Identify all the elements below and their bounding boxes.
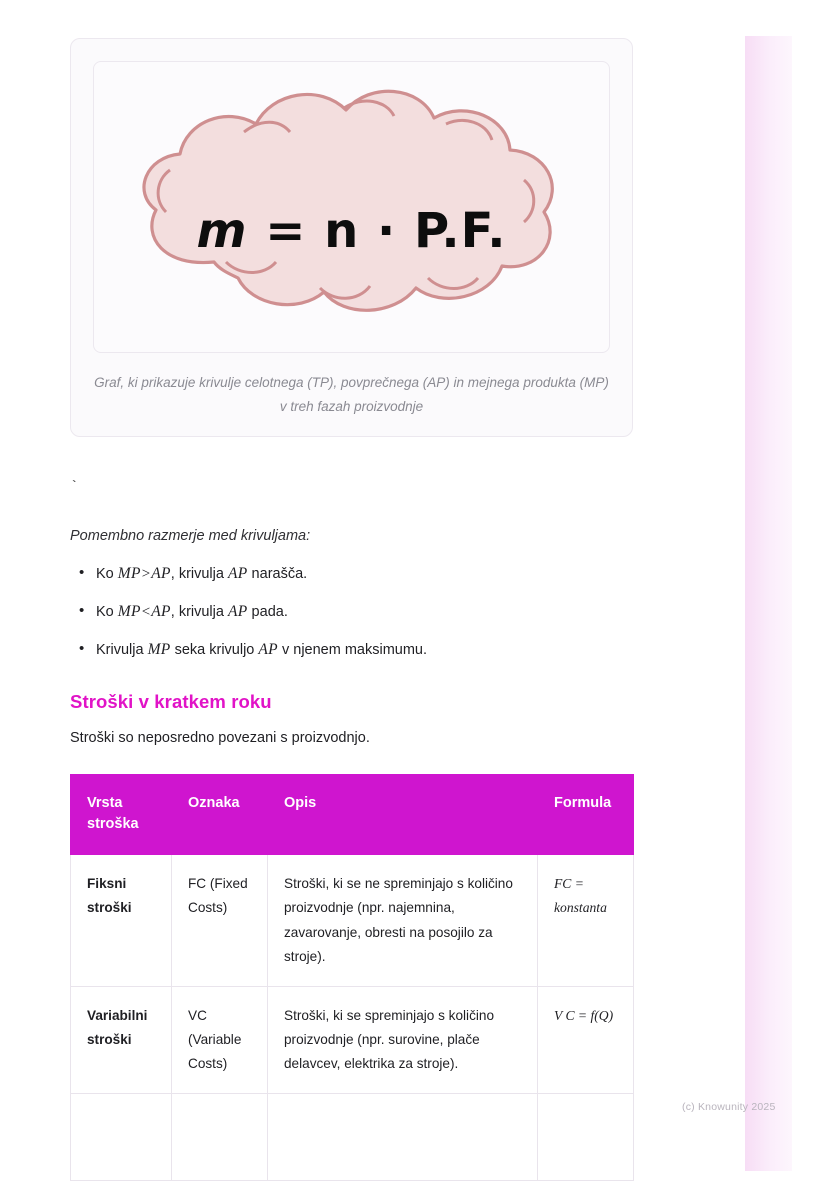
section-heading: Stroški v kratkem roku bbox=[70, 690, 272, 712]
figure-image-frame bbox=[93, 61, 610, 353]
rule-operator: > bbox=[141, 566, 151, 583]
rule-math-3: AP bbox=[258, 640, 278, 658]
cell-cost-name: Fiksni stroški bbox=[71, 855, 172, 987]
rule-math-1: MP bbox=[117, 603, 141, 621]
cell-cost-description: Stroški, ki se spreminjajo s količino proizvodnje (npr. surovine, plače delavcev, elektrika za stroje). bbox=[268, 986, 538, 1094]
list-item bbox=[96, 638, 635, 663]
figure-card bbox=[70, 38, 633, 437]
cell-cost-code bbox=[172, 1094, 268, 1181]
section-paragraph: Stroški so neposredno povezani s proizvodnjo. bbox=[70, 729, 370, 746]
cell-cost-description bbox=[268, 1094, 538, 1181]
rule-prefix: Ko bbox=[96, 604, 118, 621]
figure-formula bbox=[94, 203, 609, 259]
rule-math-2: AP bbox=[151, 565, 171, 583]
rule-math-1: MP bbox=[147, 640, 171, 658]
rule-operator: < bbox=[141, 604, 151, 621]
table-header-cell-description: Opis bbox=[268, 774, 538, 855]
cell-cost-formula bbox=[538, 1094, 634, 1181]
cell-cost-formula: V C = f(Q) bbox=[538, 986, 634, 1094]
table-header-cell-type: Vrsta stroška bbox=[71, 774, 172, 855]
table-header-row bbox=[71, 774, 634, 855]
stray-backtick: ` bbox=[70, 479, 79, 496]
list-item bbox=[96, 600, 635, 625]
table-header-cell-code: Oznaka bbox=[172, 774, 268, 855]
costs-table bbox=[70, 774, 634, 1181]
figure-caption: Graf, ki prikazuje krivulje celotnega (TP), povprečnega (AP) in mejnega produkta (MP) v treh fazah proizvodnje bbox=[94, 375, 609, 414]
formula-variable-m: m bbox=[196, 203, 248, 259]
rule-math-3: AP bbox=[227, 603, 248, 621]
rule-middle: , krivulja bbox=[170, 566, 228, 583]
cell-cost-name bbox=[71, 1094, 172, 1181]
cell-cost-formula: FC = konstanta bbox=[538, 855, 634, 987]
rules-list bbox=[70, 562, 635, 662]
table-row bbox=[71, 986, 634, 1094]
rule-prefix: Ko bbox=[96, 566, 118, 583]
rule-middle: seka krivuljo bbox=[170, 641, 259, 658]
cell-cost-code: VC (Variable Costs) bbox=[172, 986, 268, 1094]
formula-expression: = n · P.F. bbox=[265, 203, 507, 259]
rule-middle: , krivulja bbox=[170, 604, 228, 621]
rule-math-2: AP bbox=[151, 603, 171, 621]
cell-cost-code: FC (Fixed Costs) bbox=[172, 855, 268, 987]
rule-suffix: pada. bbox=[247, 604, 288, 621]
table-header-cell-formula: Formula bbox=[538, 774, 634, 855]
rule-math-3: AP bbox=[227, 565, 248, 583]
list-item bbox=[96, 562, 635, 587]
rule-suffix: v njenem maksimumu. bbox=[277, 641, 428, 658]
table-row bbox=[71, 1094, 634, 1181]
document-content bbox=[70, 38, 635, 1181]
intro-italic-line: Pomembno razmerje med krivuljama: bbox=[70, 528, 311, 545]
table-row bbox=[71, 855, 634, 987]
right-decorative-strip bbox=[745, 36, 792, 1171]
footer-watermark: (c) Knowunity 2025 bbox=[682, 1101, 776, 1113]
cell-cost-name: Variabilni stroški bbox=[71, 986, 172, 1094]
rule-suffix: narašča. bbox=[247, 566, 308, 583]
rule-prefix: Krivulja bbox=[96, 641, 148, 658]
cell-cost-description: Stroški, ki se ne spreminjajo s količino proizvodnje (npr. najemnina, zavarovanje, obresti na posojilo za stroje). bbox=[268, 855, 538, 987]
rule-math-1: MP bbox=[117, 565, 141, 583]
